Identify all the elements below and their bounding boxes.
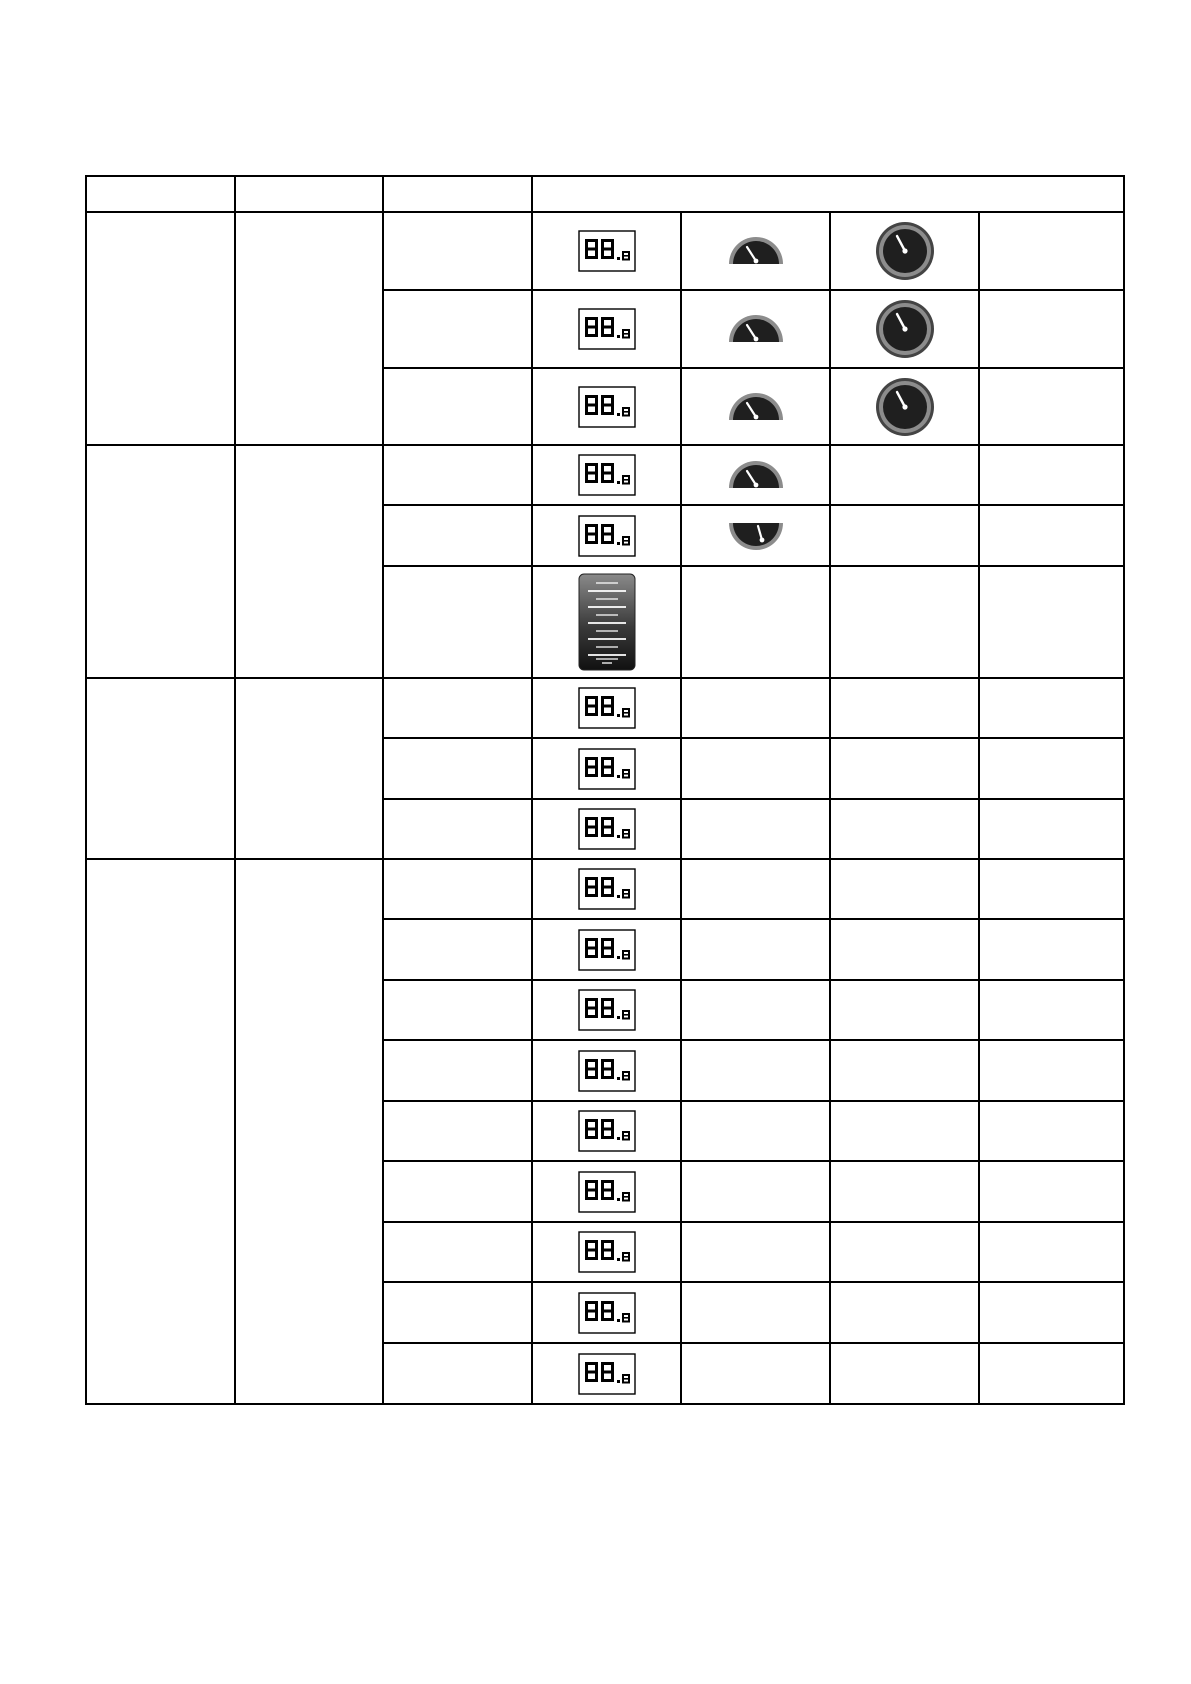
- row-icon-cell: [680, 504, 829, 565]
- row-icon-cell: [680, 289, 829, 367]
- row-icon-cell: [531, 565, 680, 677]
- row-label-cell: [382, 504, 531, 565]
- row-label-cell: [382, 367, 531, 444]
- row-icon-cell: [531, 504, 680, 565]
- row-icon-cell: [978, 1160, 1125, 1221]
- row-icon-cell: [531, 1342, 680, 1403]
- row-icon-cell: [978, 504, 1125, 565]
- row-icon-cell: [829, 1039, 978, 1100]
- row-icon-cell: [978, 1221, 1125, 1281]
- row-icon-cell: [829, 565, 978, 677]
- row-icon-cell: [978, 858, 1125, 918]
- row-icon-cell: [680, 737, 829, 798]
- half-gauge-up-icon: [726, 313, 786, 345]
- digital-display-icon: [578, 1231, 636, 1273]
- row-icon-cell: [978, 1281, 1125, 1342]
- row-icon-cell: [978, 798, 1125, 858]
- row-icon-cell: [829, 289, 978, 367]
- row-icon-cell: [829, 1100, 978, 1160]
- row-label-cell: [382, 979, 531, 1039]
- row-label-cell: [382, 444, 531, 504]
- row-icon-cell: [829, 979, 978, 1039]
- digital-display-icon: [578, 808, 636, 850]
- digital-display-icon: [578, 454, 636, 496]
- half-gauge-down-icon: [726, 520, 786, 552]
- row-label-cell: [382, 289, 531, 367]
- half-gauge-up-icon: [726, 459, 786, 491]
- header-cell: [531, 175, 1125, 211]
- digital-display-icon: [578, 308, 636, 350]
- row-icon-cell: [531, 1039, 680, 1100]
- row-label-cell: [382, 211, 531, 289]
- digital-display-icon: [578, 929, 636, 971]
- row-icon-cell: [680, 677, 829, 737]
- row-icon-cell: [680, 1100, 829, 1160]
- table-border-right: [1123, 175, 1125, 1405]
- digital-display-icon: [578, 748, 636, 790]
- row-icon-cell: [829, 1160, 978, 1221]
- row-icon-cell: [531, 1160, 680, 1221]
- row-icon-cell: [680, 1160, 829, 1221]
- group-subcell: [234, 211, 382, 444]
- data-table: [85, 175, 1125, 1397]
- digital-display-icon: [578, 1110, 636, 1152]
- round-dial-icon: [875, 221, 935, 281]
- row-label-cell: [382, 1281, 531, 1342]
- row-icon-cell: [829, 1342, 978, 1403]
- row-icon-cell: [531, 367, 680, 444]
- round-dial-icon: [875, 299, 935, 359]
- row-icon-cell: [829, 367, 978, 444]
- digital-display-icon: [578, 1171, 636, 1213]
- row-icon-cell: [978, 918, 1125, 979]
- row-icon-cell: [978, 1342, 1125, 1403]
- row-icon-cell: [829, 737, 978, 798]
- row-icon-cell: [680, 798, 829, 858]
- digital-display-icon: [578, 386, 636, 428]
- group-cell: [85, 444, 234, 677]
- row-label-cell: [382, 798, 531, 858]
- row-icon-cell: [978, 289, 1125, 367]
- row-label-cell: [382, 858, 531, 918]
- row-icon-cell: [680, 367, 829, 444]
- row-icon-cell: [680, 918, 829, 979]
- group-subcell: [234, 858, 382, 1403]
- row-icon-cell: [978, 367, 1125, 444]
- row-icon-cell: [829, 1281, 978, 1342]
- row-icon-cell: [531, 211, 680, 289]
- row-icon-cell: [531, 737, 680, 798]
- row-icon-cell: [680, 565, 829, 677]
- digital-display-icon: [578, 230, 636, 272]
- row-icon-cell: [531, 677, 680, 737]
- row-label-cell: [382, 1039, 531, 1100]
- digital-display-icon: [578, 989, 636, 1031]
- row-icon-cell: [531, 1221, 680, 1281]
- row-icon-cell: [531, 918, 680, 979]
- row-icon-cell: [531, 289, 680, 367]
- row-icon-cell: [680, 979, 829, 1039]
- group-cell: [85, 858, 234, 1403]
- group-cell: [85, 211, 234, 444]
- row-label-cell: [382, 565, 531, 677]
- group-cell: [85, 677, 234, 858]
- row-icon-cell: [829, 504, 978, 565]
- row-icon-cell: [978, 737, 1125, 798]
- row-icon-cell: [531, 1281, 680, 1342]
- row-label-cell: [382, 918, 531, 979]
- row-icon-cell: [978, 211, 1125, 289]
- row-icon-cell: [829, 444, 978, 504]
- row-icon-cell: [531, 858, 680, 918]
- row-icon-cell: [978, 1039, 1125, 1100]
- row-label-cell: [382, 737, 531, 798]
- digital-display-icon: [578, 1050, 636, 1092]
- group-subcell: [234, 677, 382, 858]
- digital-display-icon: [578, 868, 636, 910]
- header-cell: [234, 175, 382, 211]
- row-icon-cell: [531, 444, 680, 504]
- row-icon-cell: [978, 444, 1125, 504]
- row-icon-cell: [531, 1100, 680, 1160]
- row-icon-cell: [829, 211, 978, 289]
- row-icon-cell: [680, 858, 829, 918]
- row-icon-cell: [978, 1100, 1125, 1160]
- row-icon-cell: [829, 677, 978, 737]
- digital-display-icon: [578, 1353, 636, 1395]
- row-icon-cell: [680, 1039, 829, 1100]
- digital-display-icon: [578, 687, 636, 729]
- row-label-cell: [382, 677, 531, 737]
- round-dial-icon: [875, 377, 935, 437]
- row-icon-cell: [680, 1342, 829, 1403]
- row-icon-cell: [680, 1221, 829, 1281]
- row-icon-cell: [680, 444, 829, 504]
- row-icon-cell: [829, 1221, 978, 1281]
- digital-display-icon: [578, 1292, 636, 1334]
- row-label-cell: [382, 1342, 531, 1403]
- header-cell: [85, 175, 234, 211]
- table-border-bottom: [85, 1403, 1125, 1405]
- row-label-cell: [382, 1160, 531, 1221]
- group-subcell: [234, 444, 382, 677]
- row-icon-cell: [531, 798, 680, 858]
- row-icon-cell: [978, 565, 1125, 677]
- half-gauge-up-icon: [726, 235, 786, 267]
- row-label-cell: [382, 1100, 531, 1160]
- row-icon-cell: [978, 979, 1125, 1039]
- row-label-cell: [382, 1221, 531, 1281]
- row-icon-cell: [829, 798, 978, 858]
- row-icon-cell: [531, 979, 680, 1039]
- row-icon-cell: [829, 918, 978, 979]
- row-icon-cell: [978, 677, 1125, 737]
- digital-display-icon: [578, 515, 636, 557]
- half-gauge-up-icon: [726, 391, 786, 423]
- vertical-scale-icon: [578, 573, 636, 671]
- row-icon-cell: [829, 858, 978, 918]
- row-icon-cell: [680, 211, 829, 289]
- row-icon-cell: [680, 1281, 829, 1342]
- header-cell: [382, 175, 531, 211]
